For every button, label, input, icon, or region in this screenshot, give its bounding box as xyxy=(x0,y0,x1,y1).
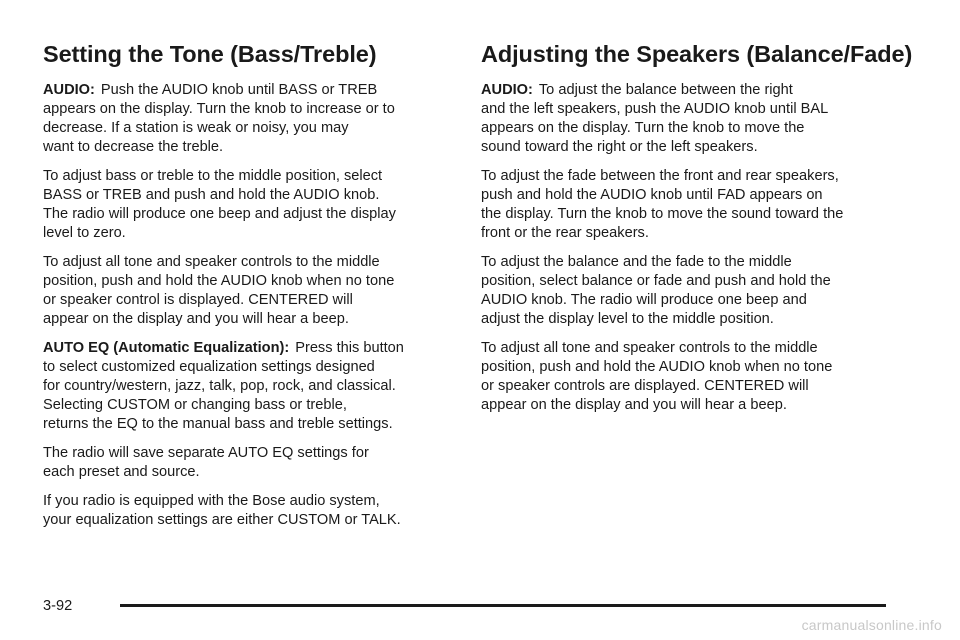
audio-term: AUDIO: xyxy=(43,82,95,98)
bose-paragraph: If you radio is equipped with the Bose audio system, your equalization settings are either CUSTOM or TALK. xyxy=(43,493,401,528)
auto-eq-text: Press this button to select customized equalization settings designed for country/western, jazz, talk, pop, rock, and classical. Selecting CUSTOM or changing bass or treble, returns the EQ to the manual bass and treble settings. xyxy=(43,340,404,432)
footer-rule xyxy=(120,604,886,607)
auto-eq-term: AUTO EQ (Automatic Equalization): xyxy=(43,340,290,356)
watermark: carmanualsonline.info xyxy=(801,617,942,633)
tone-section-title: Setting the Tone (Bass/Treble) xyxy=(43,41,377,67)
right-column xyxy=(481,40,913,425)
audio-tone-paragraph xyxy=(43,81,451,157)
audio-balance-paragraph xyxy=(481,81,889,157)
left-column xyxy=(43,40,451,540)
auto-eq-save-paragraph: The radio will save separate AUTO EQ settings for each preset and source. xyxy=(43,445,369,480)
page-number: 3-92 xyxy=(43,598,73,614)
auto-eq-paragraph xyxy=(43,339,451,434)
audio-tone-text: Push the AUDIO knob until BASS or TREB appears on the display. Turn the knob to increase or to decrease. If a station is weak or noisy, you may want to decrease the treble. xyxy=(43,82,395,155)
bass-treble-center-paragraph: To adjust bass or treble to the middle position, select BASS or TREB and push and hold the AUDIO knob. The radio will produce one beep and adjust the display level to zero. xyxy=(43,168,396,241)
tone-center-all-paragraph: To adjust all tone and speaker controls to the middle position, push and hold the AUDIO knob when no tone or speaker control is displayed. CENTERED will appear on the display and you will hear a beep. xyxy=(43,254,395,327)
audio-term: AUDIO: xyxy=(481,82,533,98)
balance-fade-center-paragraph: To adjust the balance and the fade to the middle position, select balance or fade and push and hold the AUDIO knob. The radio will produce one beep and adjust the display level to the middle position. xyxy=(481,254,831,327)
speaker-center-all-paragraph: To adjust all tone and speaker controls to the middle position, push and hold the AUDIO knob when no tone or speaker controls are displayed. CENTERED will appear on the display and you will hear a beep. xyxy=(481,340,833,413)
fade-paragraph: To adjust the fade between the front and rear speakers, push and hold the AUDIO knob until FAD appears on the display. Turn the knob to move the sound toward the front or the rear speakers. xyxy=(481,168,844,241)
audio-balance-text: To adjust the balance between the right and the left speakers, push the AUDIO knob until BAL appears on the display. Turn the knob to move the sound toward the right or the left speakers. xyxy=(481,82,829,155)
speakers-section-title: Adjusting the Speakers (Balance/Fade) xyxy=(481,41,913,67)
